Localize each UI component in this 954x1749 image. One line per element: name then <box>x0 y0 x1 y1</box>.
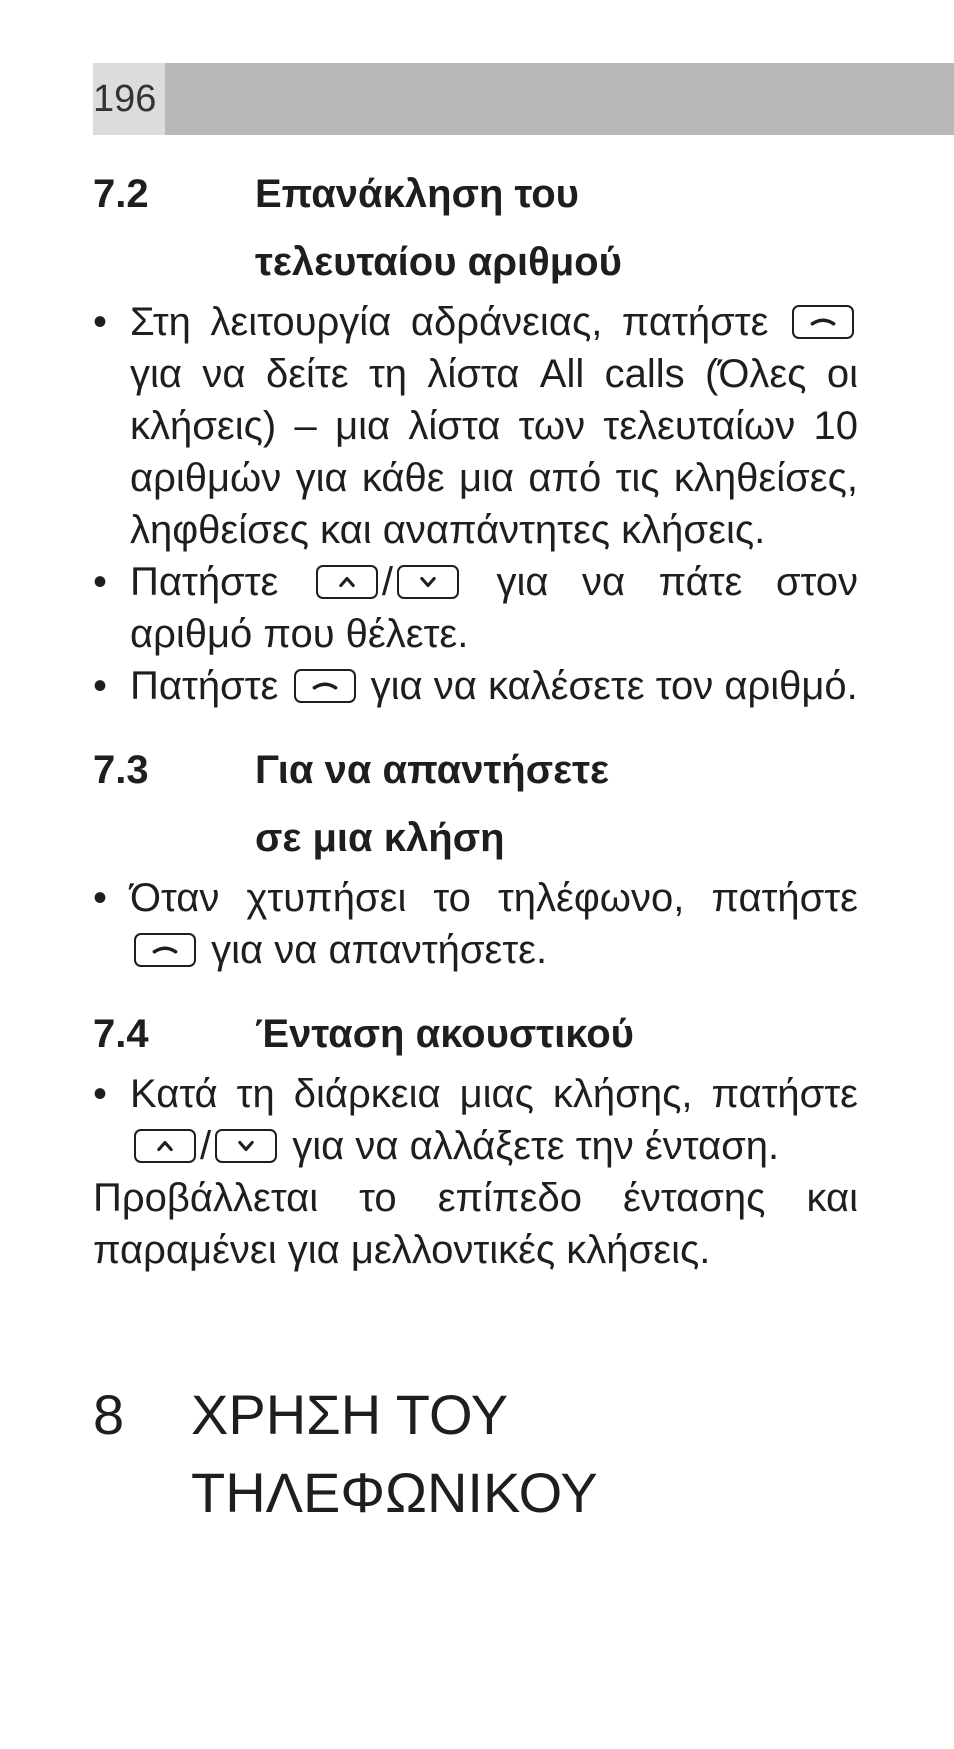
down-key-icon <box>397 565 459 599</box>
up-key-icon <box>316 565 378 599</box>
bullet-text-before: Πατήστε <box>130 664 279 708</box>
section-title <box>255 736 858 872</box>
section-number: 7.3 <box>93 748 149 792</box>
list-item <box>93 660 858 712</box>
section-number: 7.4 <box>93 1012 149 1056</box>
section-7-2-heading <box>93 160 858 296</box>
page-content <box>93 160 858 1532</box>
page-number: 196 <box>93 63 165 135</box>
call-key-icon <box>792 305 854 339</box>
bullet-text-before: Στη λειτουργία αδράνειας, πατήστε <box>130 300 769 344</box>
bullet-dot: • <box>93 560 108 604</box>
section-title-line1: Για να απαντήσετε <box>255 748 609 792</box>
key-separator: / <box>381 560 393 604</box>
spacer <box>93 712 858 736</box>
spacer <box>93 1276 858 1376</box>
list-item <box>93 556 858 660</box>
header-bar <box>93 63 954 135</box>
bullet-text-after: για να δείτε τη λίστα All calls (Όλες οι κλήσεις) – μια λίστα των τελευταίων 10 αριθμών για κάθε μια από τις κληθείσες, ληφθείσες και αναπάντητες κλήσεις. <box>130 352 858 552</box>
section-7-4-heading <box>93 1000 858 1068</box>
section-number: 7.2 <box>93 172 149 216</box>
up-key-icon <box>134 1129 196 1163</box>
section-7-3-heading <box>93 736 858 872</box>
spacer <box>93 976 858 1000</box>
list-item <box>93 1068 858 1172</box>
section-title-line2: σε μια κλήση <box>255 816 505 860</box>
bullet-text-before: Κατά τη διάρκεια μιας κλήσης, πατήστε <box>130 1072 858 1116</box>
chapter-number: 8 <box>93 1383 125 1446</box>
key-separator: / <box>200 1124 212 1168</box>
section-title <box>255 160 858 296</box>
down-key-icon <box>215 1129 277 1163</box>
body-paragraph: Προβάλλεται το επίπεδο έντασης και παραμένει για μελλοντικές κλήσεις. <box>93 1176 858 1272</box>
section-title-line2: τελευταίου αριθμού <box>255 240 622 284</box>
list-item <box>93 296 858 556</box>
bullet-text-after: για να αλλάξετε την ένταση. <box>292 1124 780 1168</box>
section-title <box>255 1000 858 1068</box>
chapter-title-line2: ΤΗΛΕΦΩΝΙΚΟΥ <box>191 1461 598 1524</box>
chapter-title-line1: ΧΡΗΣΗ ΤΟΥ <box>191 1383 509 1446</box>
section-title-line1: Ένταση ακουστικού <box>255 1012 634 1056</box>
call-key-icon <box>294 669 356 703</box>
bullet-text-before: Όταν χτυπήσει το τηλέφωνο, πατήστε <box>130 876 858 920</box>
bullet-text-before: Πατήστε <box>130 560 279 604</box>
bullet-text-after: για να καλέσετε τον αριθμό. <box>370 664 858 708</box>
chapter-title <box>191 1376 598 1532</box>
call-key-icon <box>134 933 196 967</box>
section-title-line1: Επανάκληση του <box>255 172 579 216</box>
bullet-text-after: για να απαντήσετε. <box>211 928 548 972</box>
bullet-dot: • <box>93 300 108 344</box>
bullet-dot: • <box>93 664 108 708</box>
chapter-heading <box>93 1376 858 1532</box>
bullet-dot: • <box>93 1072 108 1116</box>
bullet-text-after: για να πάτε στον αριθμό που θέλετε. <box>130 560 858 656</box>
bullet-dot: • <box>93 876 108 920</box>
list-item <box>93 872 858 976</box>
